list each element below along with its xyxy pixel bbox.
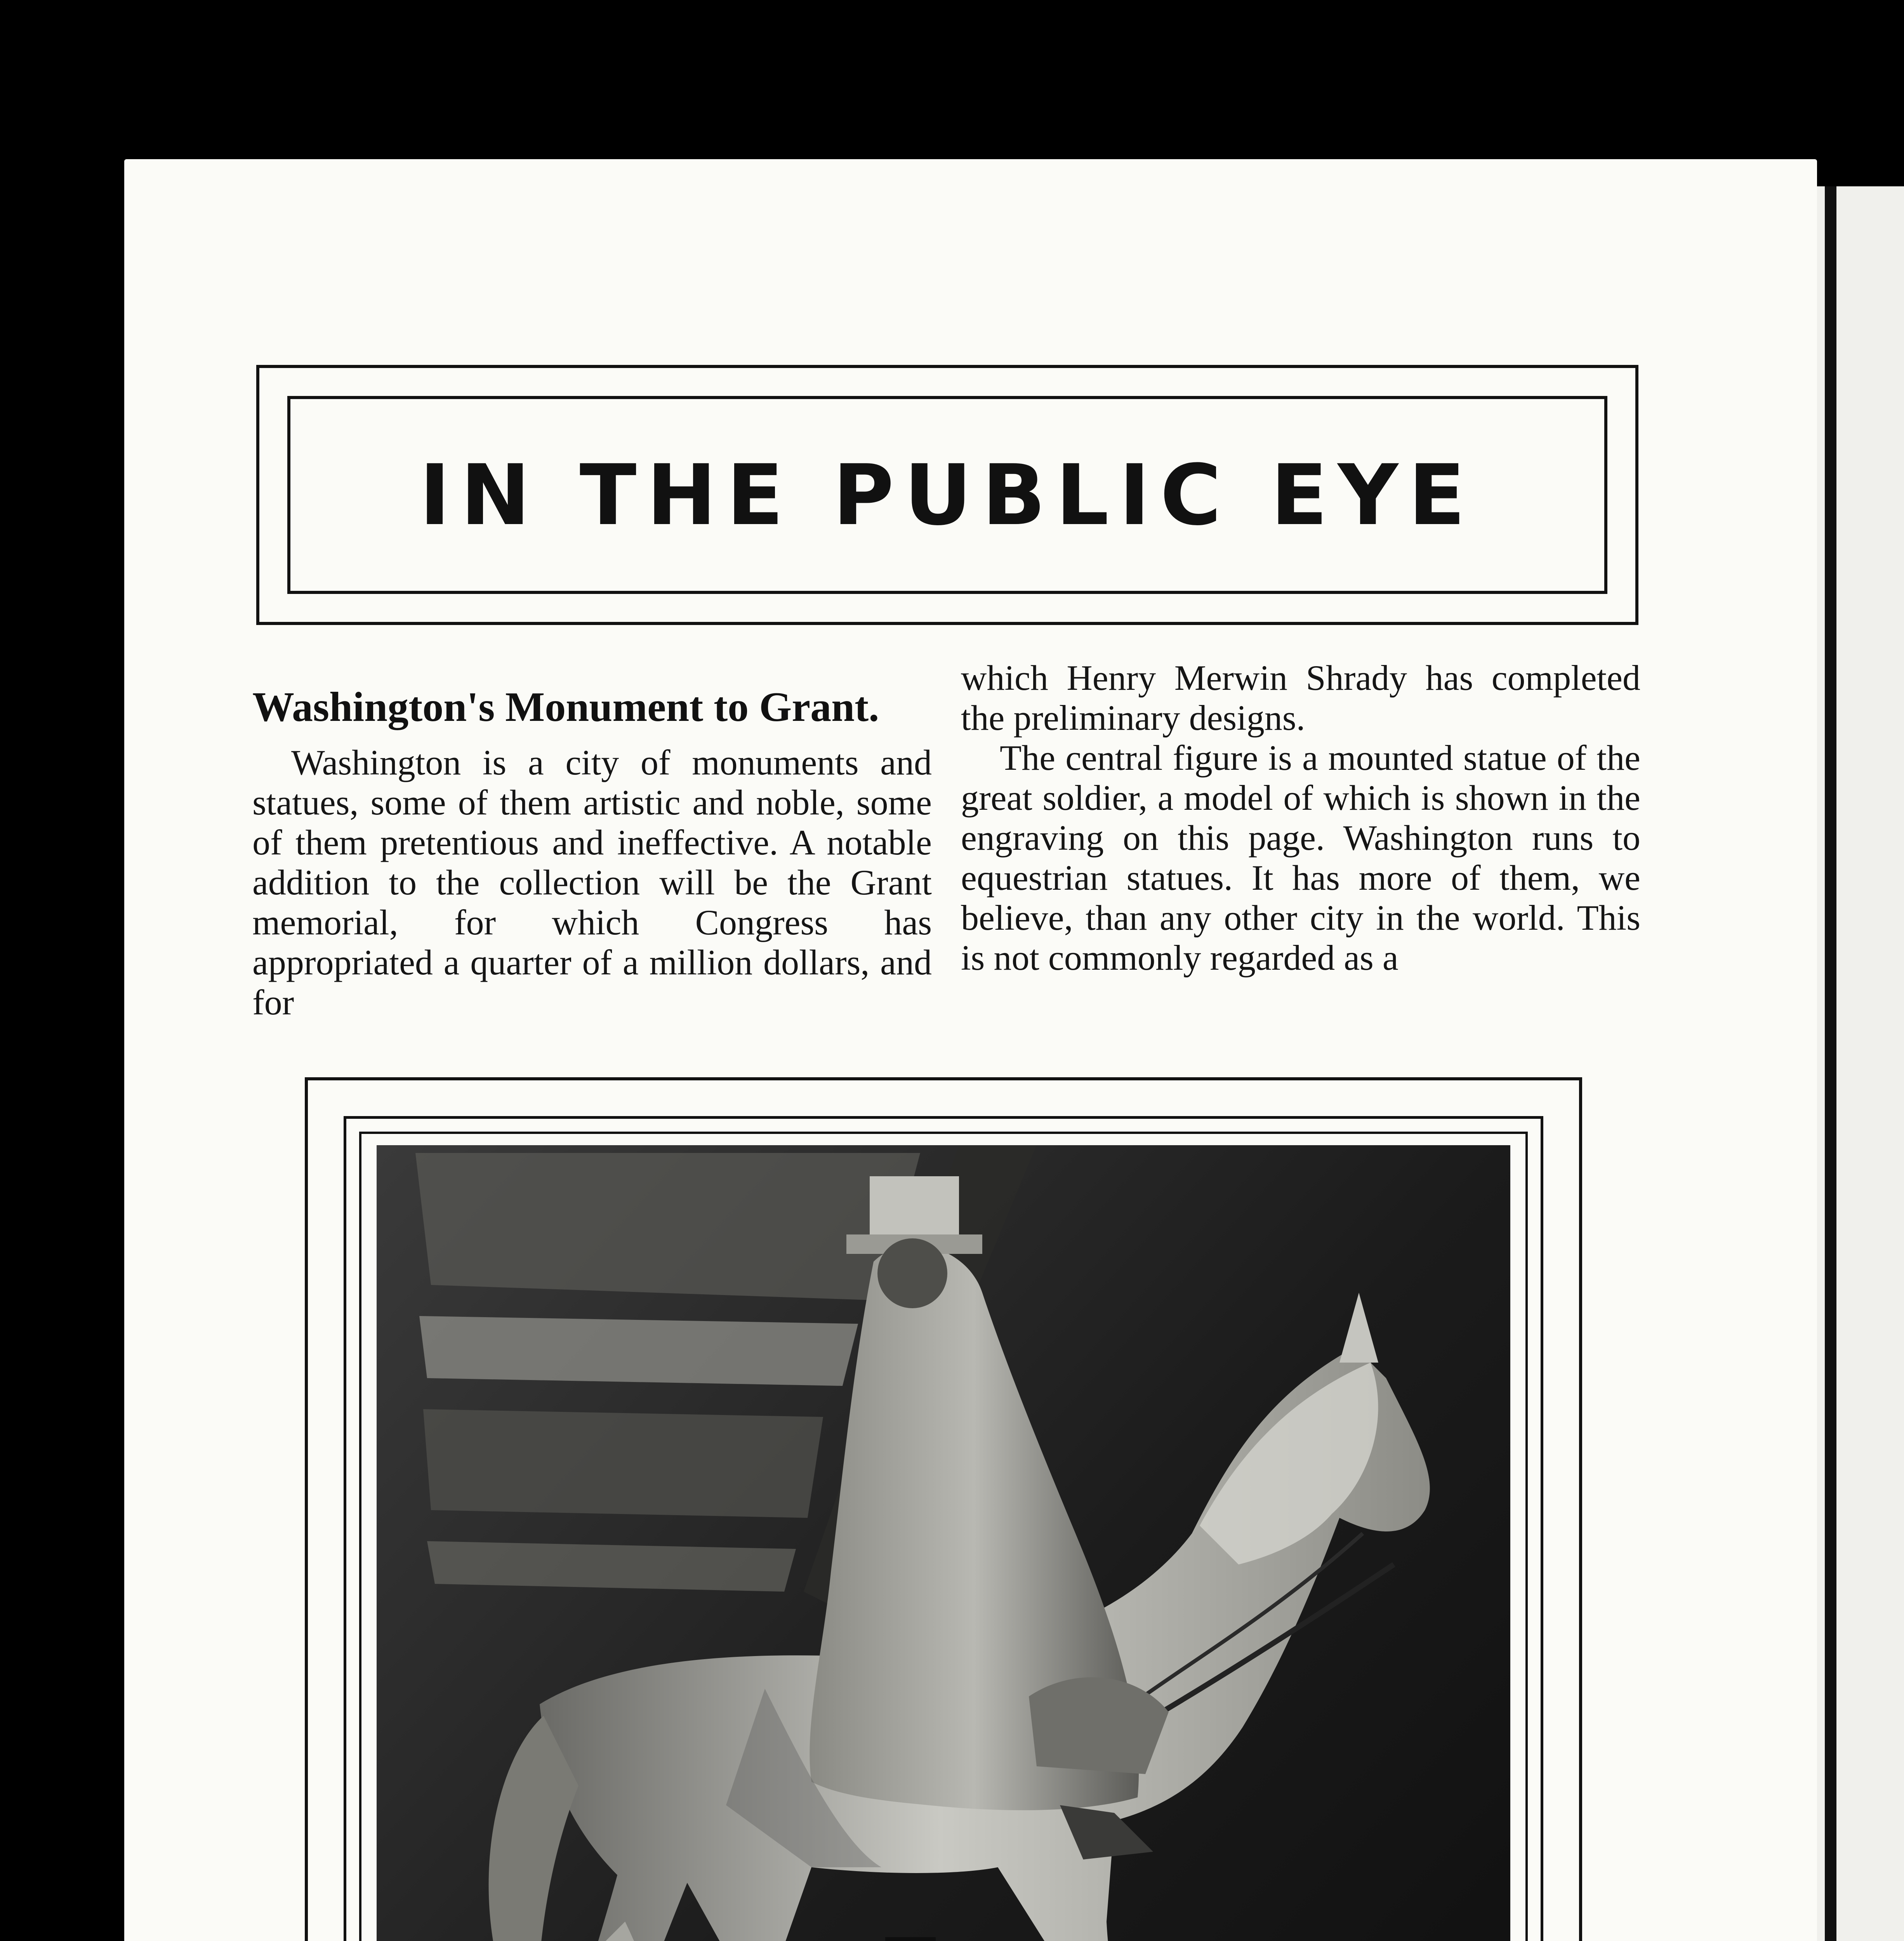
section-header-frame	[256, 365, 1638, 625]
article-right-column	[961, 658, 1640, 978]
article-paragraph: Washington is a city of monuments and statues, some of them artistic and noble, some of them pretentious and ineffective. A notable addition to the collection will be the Grant memorial, for which Congress has appropriated a quarter of a million dollars, and for	[252, 743, 932, 1022]
magazine-page	[124, 159, 1817, 1941]
section-title: IN THE PUBLIC EYE	[419, 446, 1476, 544]
equestrian-statue-photo	[377, 1145, 1510, 1941]
article-left-column	[252, 664, 932, 1023]
article-paragraph: which Henry Merwin Shrady has completed the preliminary designs.	[961, 658, 1640, 738]
statue-illustration	[377, 1145, 1510, 1941]
page-gutter	[1825, 186, 1836, 1941]
article-paragraph: The central figure is a mounted statue of the great soldier, a model of which is shown in the engraving on this page. Washington runs to equestrian statues. It has more of them, we believe, than any other city in the world. This is not commonly regarded as a	[961, 738, 1640, 977]
section-header-inner-frame	[287, 396, 1607, 594]
article-heading: Washington's Monument to Grant.	[252, 684, 879, 730]
